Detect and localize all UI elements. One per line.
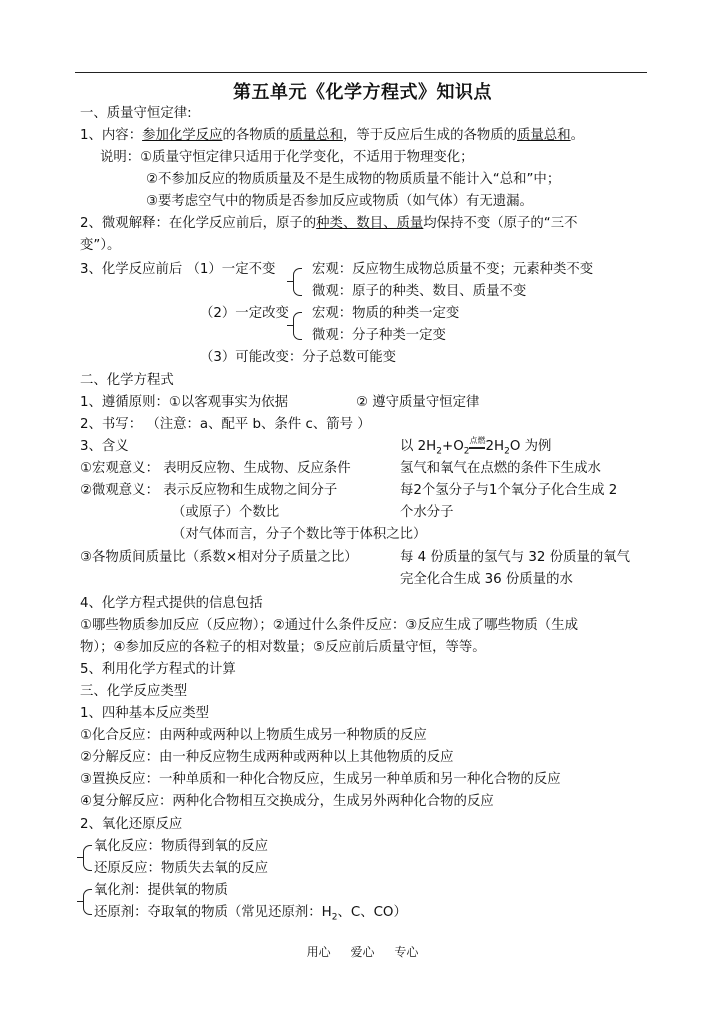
content-line: 氢气和氧气在点燃的条件下生成水 [400, 461, 601, 476]
content-line: ② 遵守质量守恒定律 [356, 395, 480, 410]
content-line: 宏观：物质的种类一定变 [312, 306, 460, 321]
content-line: 个水分子 [400, 505, 454, 520]
content-line: 氧化剂：提供氧的物质 [94, 883, 228, 898]
subscript: 2 [331, 912, 338, 923]
content-line: （或原子）个数比 [172, 505, 280, 520]
note-line: ②不参加反应的物质质量及不是生成物的物质质量不能计入“总和”中； [146, 172, 561, 187]
content-line: 氧化反应：物质得到氧的反应 [94, 839, 269, 854]
underlined-text: 参加化学反应 [142, 128, 223, 143]
eq-text: +O [441, 439, 464, 454]
text: 均保持不变（原子的“三不 [423, 216, 578, 231]
reaction-condition: 点燃 [469, 436, 486, 445]
content-line: 宏观：反应物生成物总质量不变；元素种类不变 [312, 262, 594, 277]
eq-text: 以 2H [400, 439, 437, 454]
brace-tip [287, 325, 293, 326]
content-line: 完全化合生成 36 份质量的水 [400, 572, 573, 587]
content-line [94, 903, 407, 928]
page-title: 第五单元《化学方程式》知识点 [233, 82, 492, 103]
content-line: 微观：原子的种类、数目、质量不变 [312, 284, 527, 299]
content-line: 1、四种基本反应类型 [80, 706, 210, 721]
content-line: 5、利用化学方程式的计算 [80, 662, 236, 677]
content-line: 3、化学反应前后 （1）一定不变 [80, 262, 276, 277]
brace [83, 845, 92, 871]
content-line: 1、遵循原则：①以客观事实为依据 [80, 395, 288, 410]
brace [83, 889, 92, 915]
content-line: 物）；④参加反应的各粒子的相对数量；⑤反应前后质量守恒，等等。 [80, 640, 486, 655]
eq-sub: 2 [463, 446, 470, 457]
content-line: （3）可能改变：分子总数可能变 [200, 350, 396, 365]
footer-text: 爱心 [350, 945, 375, 959]
section2-heading: 二、化学方程式 [80, 373, 174, 388]
content-line: 每2个氢分子与1个氧分子化合生成 2 [400, 483, 618, 498]
content-line: ②分解反应：由一种反应物生成两种或两种以上其他物质的反应 [80, 750, 454, 765]
content-line: （2）一定改变 [200, 306, 289, 321]
note-line: 说明：①质量守恒定律只适用于化学变化，不适用于物理变化； [100, 150, 474, 165]
content-line: ②微观意义： 表示反应物和生成物之间分子 [80, 483, 338, 498]
text: 、C、CO） [337, 905, 407, 920]
content-line: 每 4 份质量的氢气与 32 份质量的氧气 [400, 550, 631, 565]
equation-example [400, 437, 551, 462]
text: 2、微观解释：在化学反应前后，原子的 [80, 216, 317, 231]
content-line: 3、含义 [80, 439, 129, 454]
content-line: 4、化学方程式提供的信息包括 [80, 596, 263, 611]
eq-sub: 2 [436, 446, 442, 457]
note-line: ③要考虑空气中的物质是否参加反应或物质（如气体）有无遗漏。 [146, 194, 533, 209]
text: 还原剂：夺取氧的物质（常见还原剂：H [94, 905, 332, 920]
content-line: ①哪些物质参加反应（反应物）；②通过什么条件反应：③反应生成了哪些物质（生成 [80, 618, 578, 633]
brace [293, 312, 302, 340]
text: ，等于反应后生成的各物质的 [342, 128, 518, 143]
content-line: ③置换反应：一种单质和一种化合物反应，生成另一种单质和另一种化合物的反应 [80, 772, 561, 787]
header-rule [75, 72, 647, 73]
equation-arrow [469, 437, 485, 458]
underlined-text: 种类、数目、质量 [316, 216, 424, 231]
section3-heading: 三、化学反应类型 [80, 684, 188, 699]
content-line: 2、氧化还原反应 [80, 817, 183, 832]
content-line: （对气体而言，分子个数比等于体积之比） [172, 527, 427, 542]
content-line [80, 126, 584, 146]
content-line: ③各物质间质量比（系数×相对分子质量之比） [80, 550, 358, 565]
brace [293, 268, 302, 296]
eq-text: O 为例 [509, 439, 552, 454]
content-line: 还原反应：物质失去氧的反应 [94, 861, 269, 876]
content-line: ④复分解反应：两种化合物相互交换成分，生成另外两种化合物的反应 [80, 794, 494, 809]
eq-sub: 2 [504, 446, 510, 457]
content-line: ①化合反应：由两种或两种以上物质生成另一种物质的反应 [80, 728, 427, 743]
text: 。 [570, 128, 584, 143]
text: 的各物质的 [222, 128, 290, 143]
content-line: 2、书写： （注意：a、配平 b、条件 c、箭号 ） [80, 417, 371, 432]
text: 1、内容： [80, 128, 143, 143]
brace-tip [77, 857, 83, 858]
eq-text: 2H [485, 439, 505, 454]
footer-text: 用心 [306, 945, 331, 959]
content-line: ①宏观意义： 表明反应物、生成物、反应条件 [80, 461, 351, 476]
content-line [80, 214, 578, 234]
section1-heading: 一、质量守恒定律: [80, 106, 192, 121]
underlined-text: 质量总和 [517, 128, 571, 143]
footer-text: 专心 [394, 945, 419, 959]
brace-tip [77, 901, 83, 902]
page-footer [0, 943, 725, 960]
content-line: 微观：分子种类一定变 [312, 328, 446, 343]
content-line: 变”）。 [80, 238, 121, 253]
underlined-text: 质量总和 [289, 128, 343, 143]
brace-tip [287, 281, 293, 282]
